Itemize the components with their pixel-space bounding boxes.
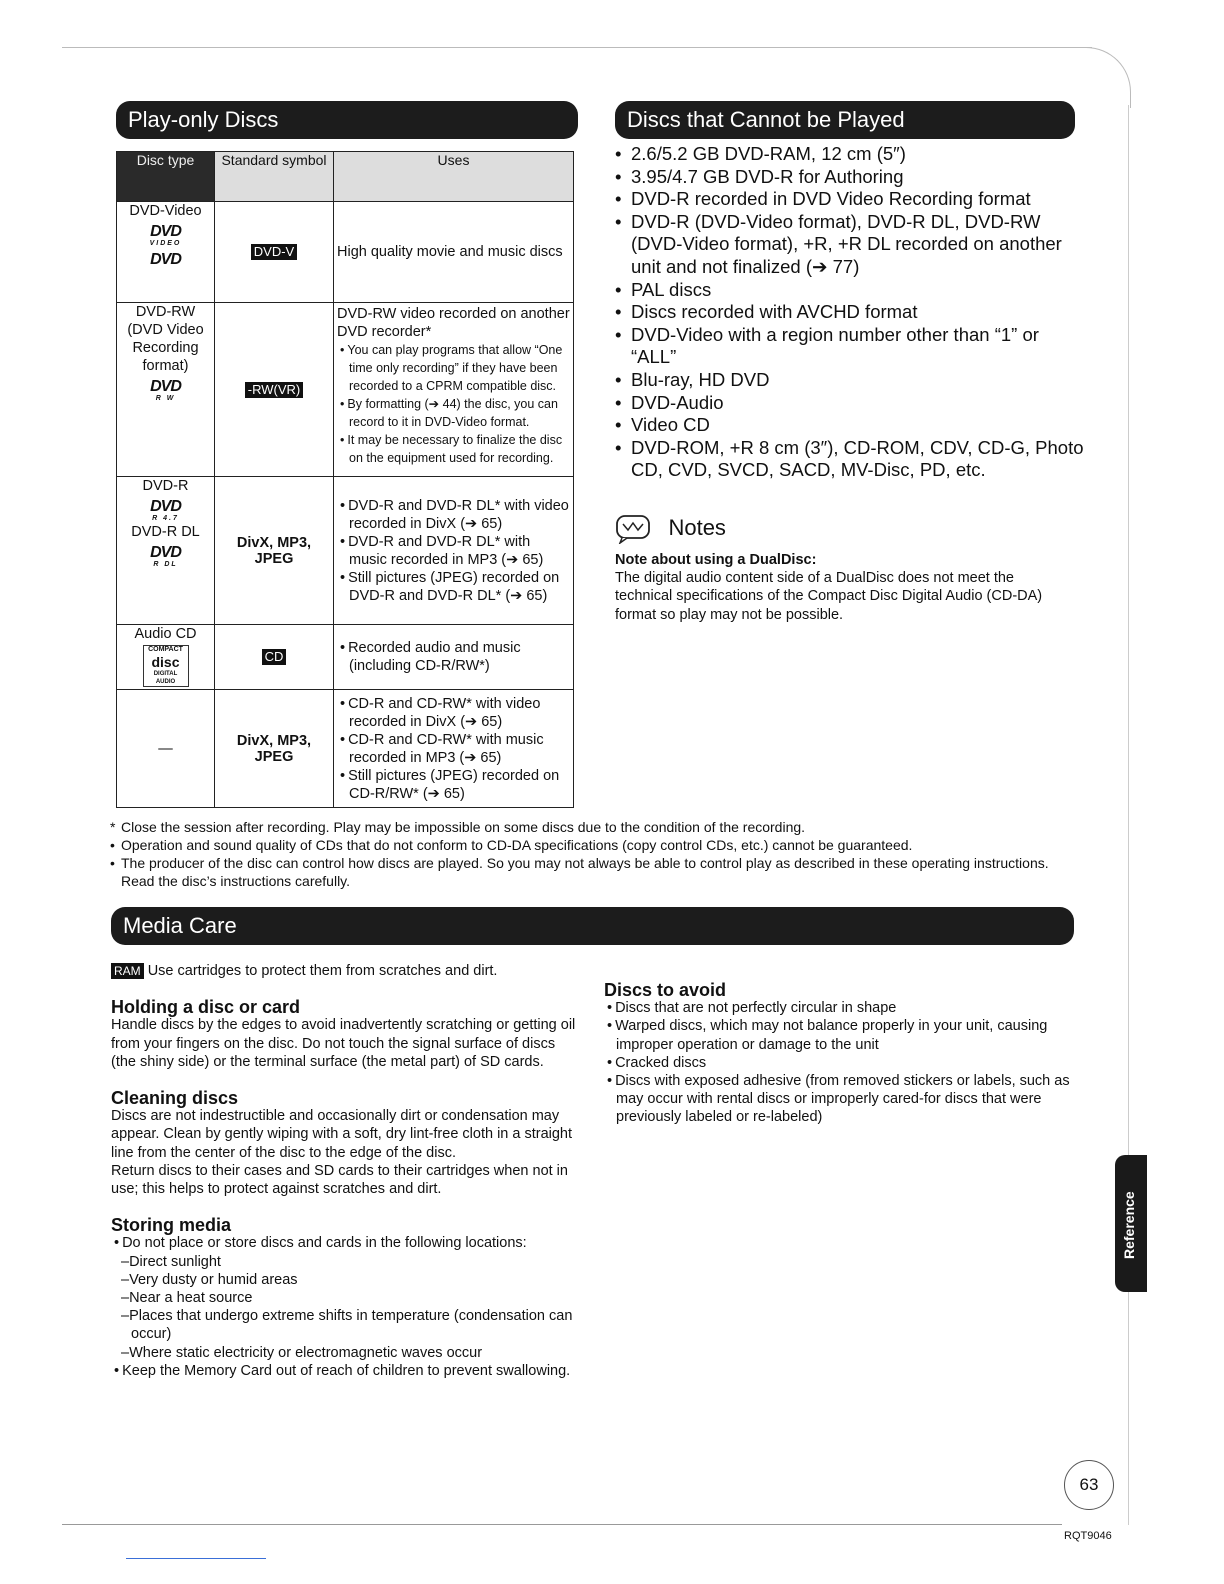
table-row bbox=[117, 625, 574, 690]
uses-text: High quality movie and music discs bbox=[337, 244, 563, 260]
play-only-title: Play-only Discs bbox=[128, 107, 279, 132]
cleaning-text: Return discs to their cases and SD cards to their cartridges when not in use; this helps to protect against scratches and dirt. bbox=[111, 1162, 568, 1198]
discs-to-avoid bbox=[604, 981, 1074, 1127]
notes-subhead: Note about using a DualDisc: bbox=[615, 552, 817, 568]
list-item: • Keep the Memory Card out of reach of children to prevent swallowing. bbox=[111, 1362, 581, 1380]
notes-text: The digital audio content side of a DualDisc does not meet the technical specifications of the Compact Disc Digital Audio (CD-DA) format so play may not be possible. bbox=[615, 570, 1043, 623]
disc-name: Audio CD bbox=[134, 626, 197, 642]
format-symbol: DivX, MP3, JPEG bbox=[236, 732, 312, 765]
list-item: • It may be necessary to finalize the disc on the equipment used for recording. bbox=[337, 431, 570, 467]
list-item: • Blu-ray, HD DVD bbox=[615, 369, 1085, 392]
notes-title: Notes bbox=[668, 515, 726, 540]
table-row bbox=[117, 303, 574, 477]
list-item: • CD-R and CD-RW* with video recorded in DivX (➔ 65) bbox=[337, 695, 570, 731]
top-rule bbox=[62, 47, 1092, 48]
list-item: • Discs that are not perfectly circular in shape bbox=[604, 999, 1074, 1017]
disc-name: DVD-RW (DVD Video Recording format) bbox=[127, 304, 204, 374]
disc-name: — bbox=[158, 740, 173, 757]
dvd-logo: DVD bbox=[150, 251, 181, 268]
cleaning-heading: Cleaning discs bbox=[111, 1088, 239, 1109]
list-item: • Do not place or store discs and cards in the following locations: bbox=[111, 1234, 581, 1252]
list-item: • You can play programs that allow “One time only recording” if they have been recorded to a CPRM compatible disc. bbox=[337, 341, 570, 395]
storing-list bbox=[111, 1234, 581, 1252]
reference-tab-label: Reference bbox=[1121, 1191, 1137, 1259]
holding-heading: Holding a disc or card bbox=[111, 997, 301, 1018]
holding-text: Handle discs by the edges to avoid inadvertently scratching or getting oil from your fingers on the disc. Do not touch the signal surface of discs (the shiny side) or the terminal surface (the metal part) of SD cards. bbox=[111, 1017, 576, 1070]
page-number: 63 bbox=[1064, 1460, 1114, 1510]
footnote: * Close the session after recording. Play may be impossible on some discs due to the condition of the recording. bbox=[110, 819, 806, 835]
disc-name: DVD-R DL bbox=[131, 524, 200, 540]
disc-type-cell bbox=[117, 303, 215, 477]
list-item: • DVD-R (DVD-Video format), DVD-R DL, DVD-RW (DVD-Video format), +R, +R DL recorded on another unit and not finalized (➔ 77) bbox=[615, 211, 1085, 279]
avoid-heading: Discs to avoid bbox=[604, 980, 727, 1000]
list-item: • CD-R and CD-RW* with music recorded in MP3 (➔ 65) bbox=[337, 731, 570, 767]
uses-cell bbox=[334, 303, 574, 477]
ram-text: Use cartridges to protect them from scratches and dirt. bbox=[147, 963, 498, 979]
dvd-v-symbol: DVD-V bbox=[251, 244, 297, 260]
symbol-cell bbox=[215, 690, 334, 808]
disc-name: DVD-Video bbox=[129, 203, 202, 219]
list-item: • DVD-R and DVD-R DL* with music recorded in MP3 (➔ 65) bbox=[337, 533, 570, 569]
dvd-r-logo: DVD R 4.7 bbox=[150, 498, 181, 522]
footnotes bbox=[110, 818, 1060, 890]
list-item: • By formatting (➔ 44) the disc, you can record to it in DVD-Video format. bbox=[337, 395, 570, 431]
cleaning-text: Discs are not indestructible and occasionally dirt or condensation may appear. Clean by gently wiping with a soft, dry lint-free cloth in a straight line from the center of the disc to the edge of the disc. bbox=[111, 1108, 573, 1161]
disc-table bbox=[116, 151, 574, 808]
media-care-left bbox=[111, 962, 581, 1380]
list-item: • Discs recorded with AVCHD format bbox=[615, 301, 1085, 324]
compact-disc-logo: COMPACT disc DIGITAL AUDIO bbox=[143, 645, 189, 687]
media-care-banner bbox=[111, 907, 1074, 945]
cannot-play-banner bbox=[615, 101, 1075, 139]
symbol-cell bbox=[215, 477, 334, 625]
storing-heading: Storing media bbox=[111, 1215, 232, 1236]
list-item: • DVD-R recorded in DVD Video Recording format bbox=[615, 188, 1085, 211]
list-item: • DVD-Audio bbox=[615, 392, 1085, 415]
notes-body bbox=[615, 551, 1065, 624]
list-item: –Places that undergo extreme shifts in temperature (condensation can occur) bbox=[121, 1308, 573, 1343]
right-rule bbox=[1128, 105, 1129, 1525]
cd-symbol: CD bbox=[262, 649, 287, 665]
notes-icon bbox=[614, 512, 654, 544]
dvd-rw-logo: DVD R W bbox=[150, 378, 181, 402]
uses-list bbox=[337, 341, 570, 467]
doc-code: RQT9046 bbox=[1064, 1530, 1112, 1542]
disc-type-cell bbox=[117, 202, 215, 303]
cannot-play-title: Discs that Cannot be Played bbox=[627, 107, 905, 132]
disc-type-cell bbox=[117, 477, 215, 625]
col-disc-type: Disc type bbox=[117, 152, 215, 202]
notes-header bbox=[614, 512, 726, 544]
corner-curve bbox=[1085, 47, 1131, 108]
list-item: –Very dusty or humid areas bbox=[121, 1271, 298, 1288]
reference-tab[interactable] bbox=[1115, 1155, 1147, 1292]
list-item: • Video CD bbox=[615, 414, 1085, 437]
disc-type-cell bbox=[117, 625, 215, 690]
table-row bbox=[117, 690, 574, 808]
rw-vr-symbol: -RW(VR) bbox=[245, 382, 303, 398]
disc-type-cell bbox=[117, 690, 215, 808]
uses-list bbox=[337, 497, 570, 605]
symbol-cell bbox=[215, 625, 334, 690]
list-item: • DVD-Video with a region number other than “1” or “ALL” bbox=[615, 324, 1085, 369]
uses-cell bbox=[334, 690, 574, 808]
list-item: –Direct sunlight bbox=[121, 1253, 221, 1270]
ram-badge: RAM bbox=[111, 963, 144, 979]
list-item: • Discs with exposed adhesive (from removed stickers or labels, such as may occur with rental discs or improperly cared-for discs that were previously labeled or re-labeled) bbox=[604, 1072, 1074, 1127]
col-uses: Uses bbox=[334, 152, 574, 202]
list-item: • DVD-ROM, +R 8 cm (3″), CD-ROM, CDV, CD-G, Photo CD, CVD, SVCD, SACD, MV-Disc, PD, etc. bbox=[615, 437, 1085, 482]
table-row bbox=[117, 477, 574, 625]
format-symbol: DivX, MP3, JPEG bbox=[236, 534, 312, 567]
blue-underline bbox=[126, 1558, 266, 1559]
list-item: • Recorded audio and music (including CD-R/RW*) bbox=[337, 639, 570, 675]
storing-locations bbox=[111, 1253, 581, 1362]
symbol-cell bbox=[215, 202, 334, 303]
dvd-r-dl-logo: DVD R DL bbox=[150, 544, 181, 568]
list-item: • 2.6/5.2 GB DVD-RAM, 12 cm (5″) bbox=[615, 143, 1085, 166]
cannot-play-list bbox=[615, 143, 1085, 482]
avoid-list bbox=[604, 999, 1074, 1126]
list-item: • DVD-R and DVD-R DL* with video recorded in DivX (➔ 65) bbox=[337, 497, 570, 533]
disc-name: DVD-R bbox=[142, 478, 189, 494]
footnote: • The producer of the disc can control how discs are played. So you may not always be able to control play as described in these operating instructions. Read the disc’s instructions carefully. bbox=[110, 855, 1049, 889]
uses-cell bbox=[334, 625, 574, 690]
uses-cell bbox=[334, 477, 574, 625]
uses-list bbox=[337, 695, 570, 803]
list-item: • Still pictures (JPEG) recorded on CD-R/RW* (➔ 65) bbox=[337, 767, 570, 803]
footnote: • Operation and sound quality of CDs that do not conform to CD-DA specifications (copy control CDs, etc.) cannot be guaranteed. bbox=[110, 837, 913, 853]
uses-cell bbox=[334, 202, 574, 303]
col-standard-symbol: Standard symbol bbox=[215, 152, 334, 202]
list-item: –Where static electricity or electromagnetic waves occur bbox=[121, 1344, 483, 1361]
list-item: • Cracked discs bbox=[604, 1054, 1074, 1072]
list-item: –Near a heat source bbox=[121, 1290, 253, 1307]
ram-note bbox=[111, 962, 581, 980]
list-item: • PAL discs bbox=[615, 279, 1085, 302]
play-only-banner bbox=[116, 101, 578, 139]
symbol-cell bbox=[215, 303, 334, 477]
media-care-title: Media Care bbox=[123, 913, 237, 938]
table-row bbox=[117, 202, 574, 303]
uses-head: DVD-RW video recorded on another DVD recorder* bbox=[337, 306, 570, 340]
dvd-video-logo: DVD VIDEO bbox=[149, 223, 182, 247]
list-item: • Warped discs, which may not balance properly in your unit, causing improper operation or damage to the unit bbox=[604, 1017, 1074, 1053]
table-header-row bbox=[117, 152, 574, 202]
storing-outro-list bbox=[111, 1362, 581, 1380]
bottom-rule bbox=[62, 1524, 1062, 1525]
list-item: • 3.95/4.7 GB DVD-R for Authoring bbox=[615, 166, 1085, 189]
list-item: • Still pictures (JPEG) recorded on DVD-R and DVD-R DL* (➔ 65) bbox=[337, 569, 570, 605]
uses-list bbox=[337, 639, 570, 675]
